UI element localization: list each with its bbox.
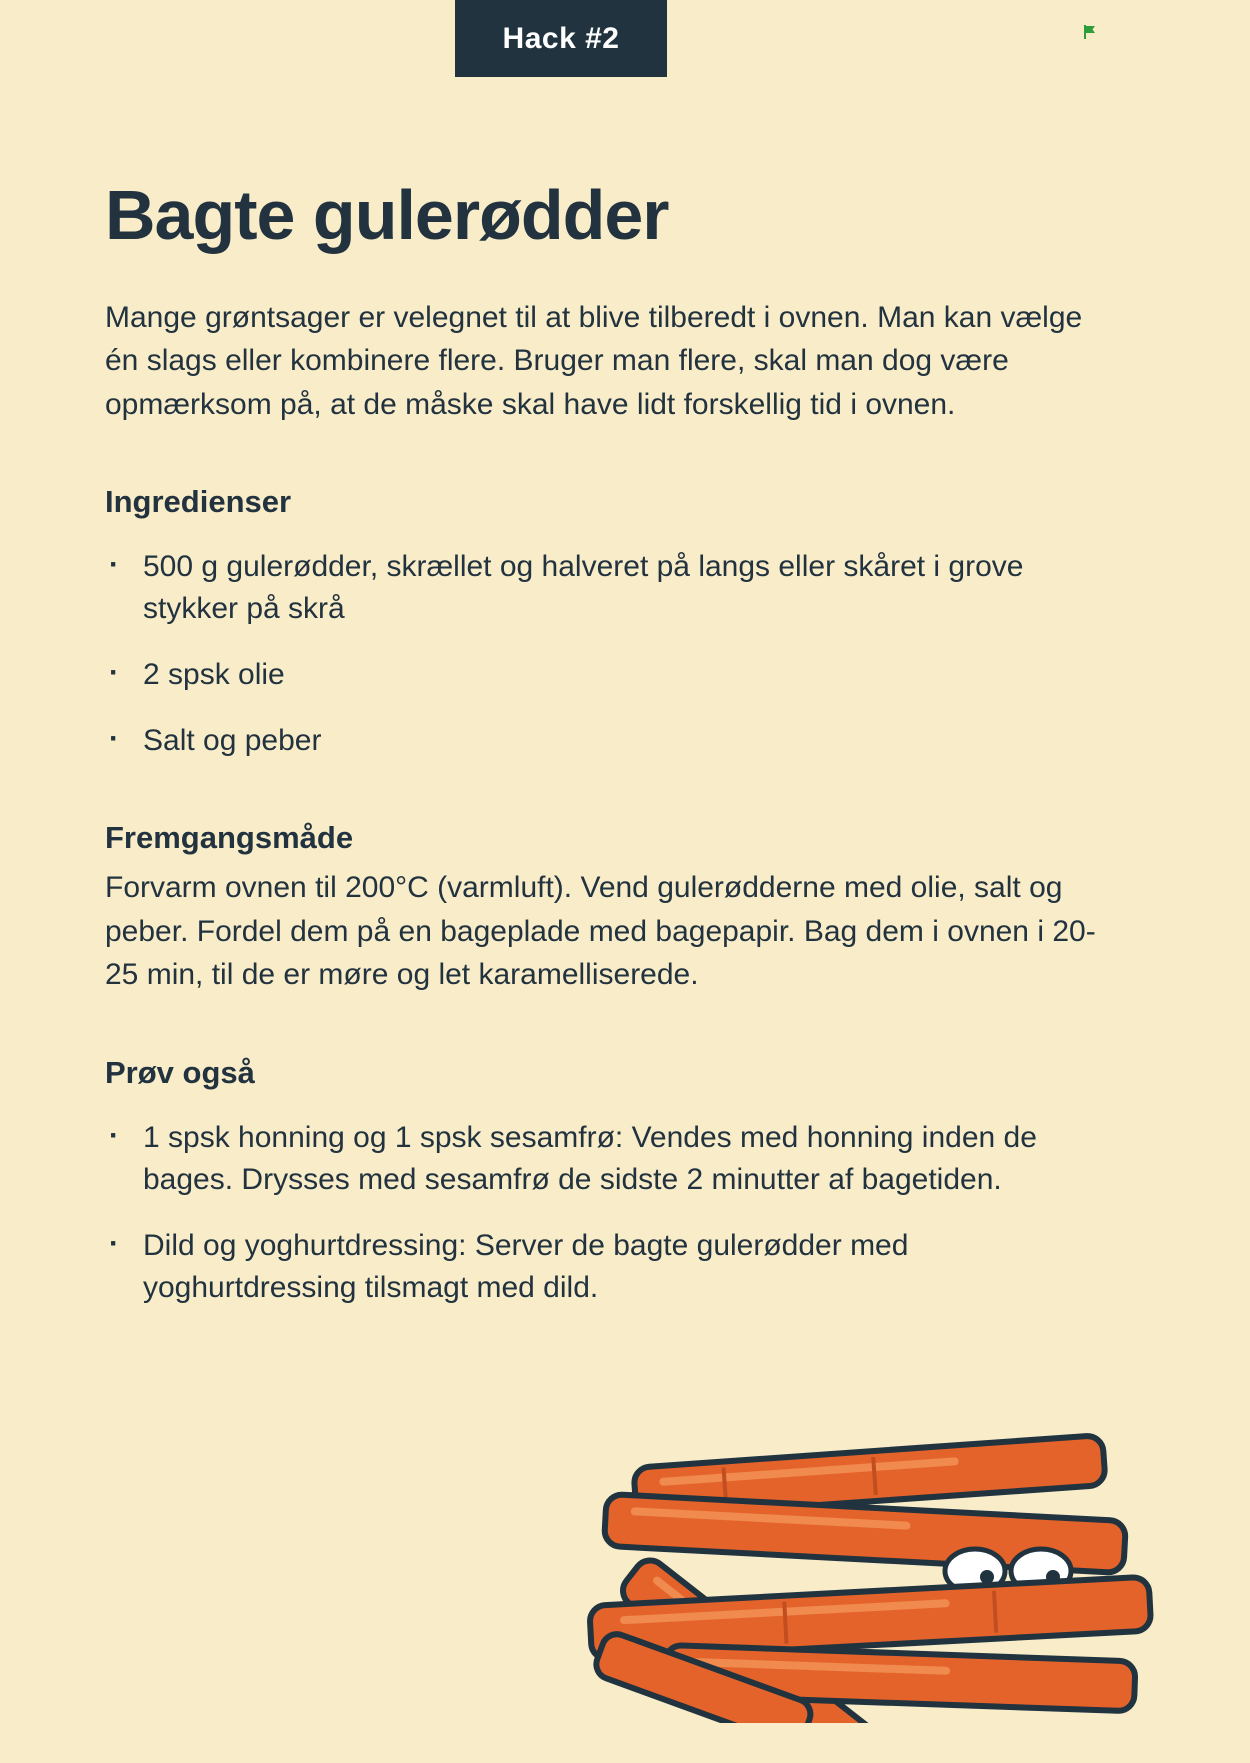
tip-item — [105, 1117, 1115, 1201]
intro-paragraph: Mange grøntsager er velegnet til at blive tilberedt i ovnen. Man kan vælge én slags eller kombinere flere. Bruger man flere, skal man dog være opmærksom på, at de måske skal have lidt forskellig tid i ovnen. — [105, 300, 1083, 421]
section-heading-ingredients: Ingredienser — [105, 484, 292, 520]
bullet-dot: · — [109, 722, 119, 756]
ingredients-list — [105, 546, 1115, 762]
section-heading-tips: Prøv også — [105, 1054, 255, 1090]
section-heading-method: Fremgangsmåde — [105, 820, 354, 856]
tip-text: 1 spsk honning og 1 spsk sesamfrø: Vendes med honning inden de bages. Drysses med sesamfrø de sidste 2 minutter af bagetiden. — [143, 1120, 1037, 1196]
bullet-dot: · — [109, 656, 119, 690]
green-flag-icon — [1082, 24, 1098, 40]
page-title: Bagte gulerødder — [105, 176, 669, 254]
tip-text: Dild og yoghurtdressing: Server de bagte gulerødder med yoghurtdressing tilsmagt med dild. — [143, 1228, 909, 1304]
ingredient-text: 2 spsk olie — [143, 658, 285, 692]
bullet-dot: · — [109, 1226, 119, 1260]
hack-badge-label: Hack #2 — [502, 21, 620, 55]
ingredient-item — [105, 720, 1115, 762]
bullet-dot: · — [109, 1118, 119, 1152]
hack-badge — [455, 0, 667, 77]
tips-list — [105, 1117, 1115, 1309]
ingredient-text: 500 g gulerødder, skrællet og halveret på langs eller skåret i grove stykker på skrå — [143, 550, 1024, 626]
ingredient-text: Salt og peber — [143, 724, 322, 758]
carrot-sticks-illustration — [575, 1423, 1195, 1723]
ingredient-item — [105, 546, 1115, 630]
bullet-dot: · — [109, 548, 119, 582]
tip-item — [105, 1225, 1115, 1309]
ingredient-item — [105, 654, 1115, 696]
method-paragraph: Forvarm ovnen til 200°C (varmluft). Vend gulerødderne med olie, salt og peber. Fordel dem på en bageplade med bagepapir. Bag dem i ovnen i 20-25 min, til de er møre og let karamelliserede. — [105, 871, 1096, 992]
